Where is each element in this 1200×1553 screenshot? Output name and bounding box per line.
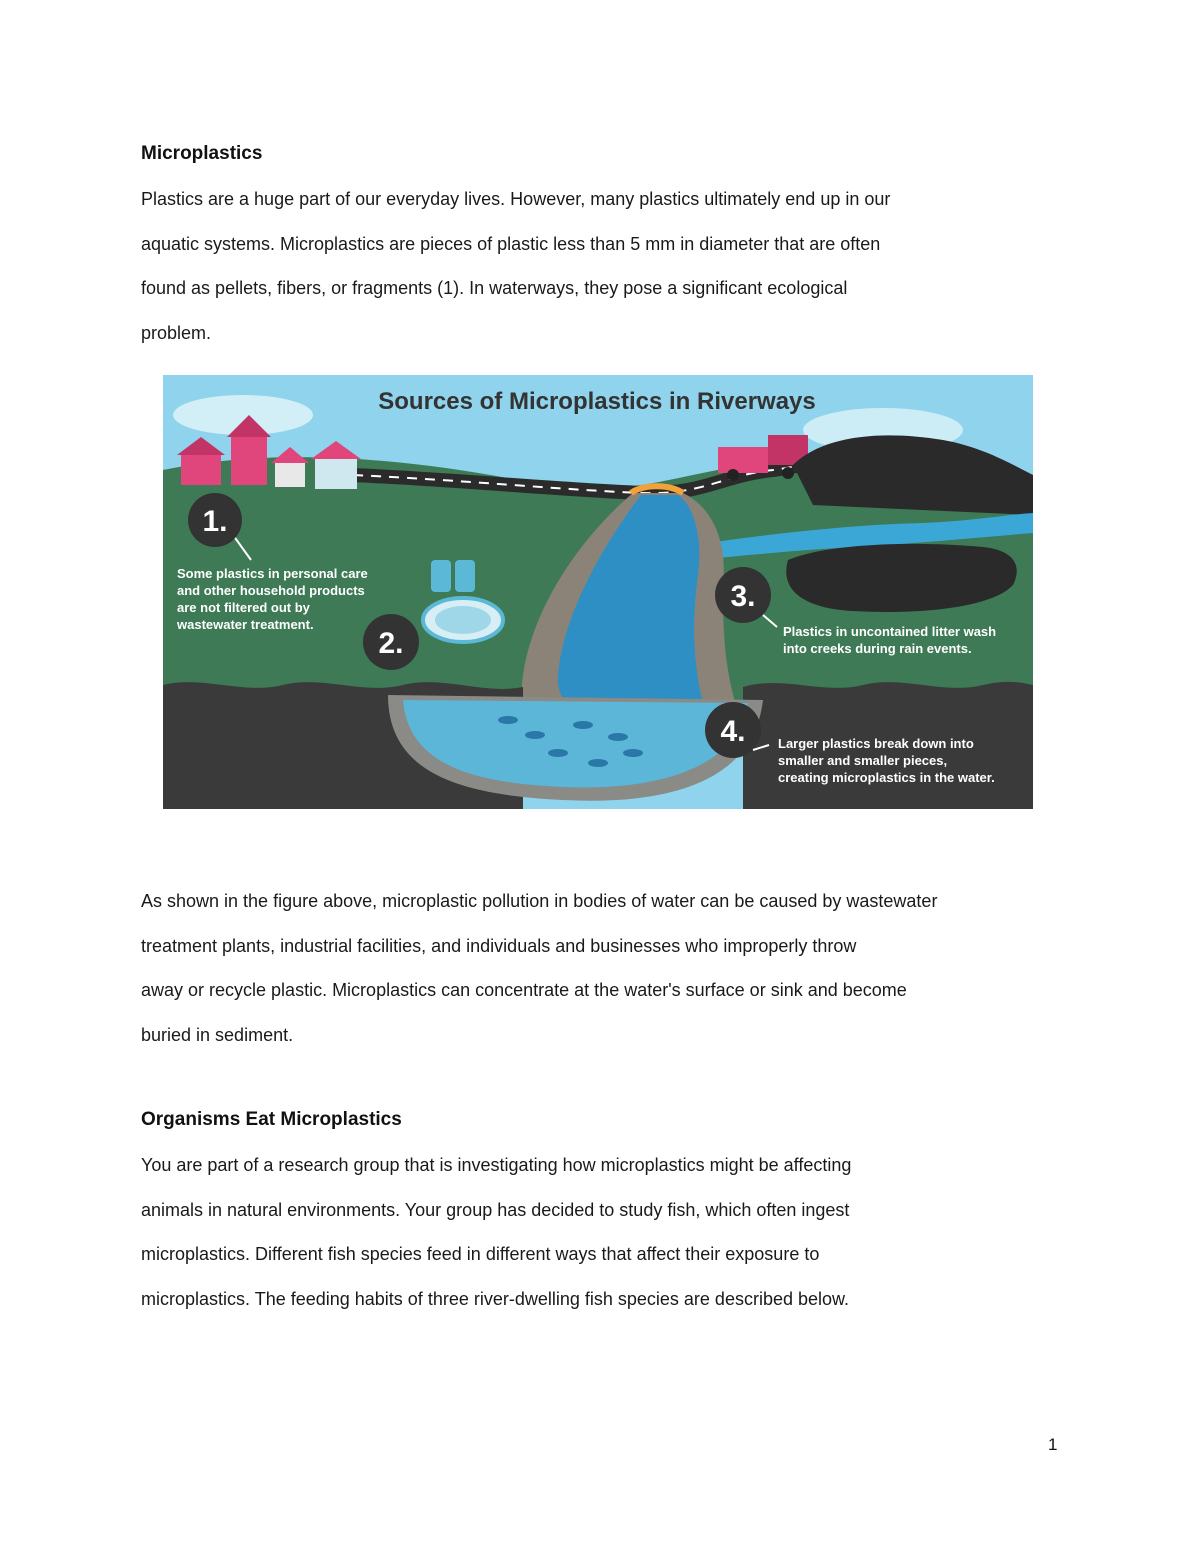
step-number: 2. (378, 627, 404, 660)
step-caption: Larger plastics break down into smaller and smaller pieces, creating microplastics in the water. (778, 736, 995, 785)
text-line: animals in natural environments. Your group has decided to study fish, which often ingest (141, 1199, 850, 1220)
text-line: buried in sediment. (141, 1025, 294, 1046)
text-line: aquatic systems. Microplastics are pieces of plastic less than 5 mm in diameter that are often (141, 233, 881, 254)
text-line: microplastics. The feeding habits of three river-dwelling fish species are described below. (141, 1289, 850, 1310)
section-heading-organisms: Organisms Eat Microplastics (141, 1109, 402, 1130)
step-number: 3. (730, 580, 756, 613)
step-number: 1. (202, 505, 228, 538)
figure-title: Sources of Microplastics in Riverways (378, 388, 816, 415)
text-line: Plastics are a huge part of our everyday lives. However, many plastics ultimately end up in our (141, 189, 891, 209)
figure-explanation-paragraph (141, 879, 1041, 1058)
microplastics-sources-figure (163, 375, 1033, 809)
step-caption: Some plastics in personal care and other household products are not filtered out by wastewater treatment. (177, 566, 368, 632)
intro-paragraph (141, 177, 1041, 356)
section-heading-microplastics: Microplastics (141, 143, 263, 164)
step-caption: Plastics in uncontained litter wash into creeks during rain events. (783, 624, 997, 656)
text-line: microplastics. Different fish species feed in different ways that affect their exposure to (141, 1244, 820, 1265)
text-line: found as pellets, fibers, or fragments (1). In waterways, they pose a significant ecological (141, 278, 848, 299)
text-line: away or recycle plastic. Microplastics can concentrate at the water's surface or sink and become (141, 980, 907, 1001)
research-paragraph (141, 1143, 1041, 1322)
step-number: 4. (720, 715, 746, 748)
text-line: You are part of a research group that is investigating how microplastics might be affecting (141, 1155, 852, 1175)
text-line: problem. (141, 323, 212, 344)
text-line: As shown in the figure above, microplastic pollution in bodies of water can be caused by wastewater (141, 891, 938, 911)
figure-illustration (163, 375, 1033, 809)
page-number: 1 (1048, 1435, 1058, 1454)
text-line: treatment plants, industrial facilities, and individuals and businesses who improperly throw (141, 935, 857, 956)
